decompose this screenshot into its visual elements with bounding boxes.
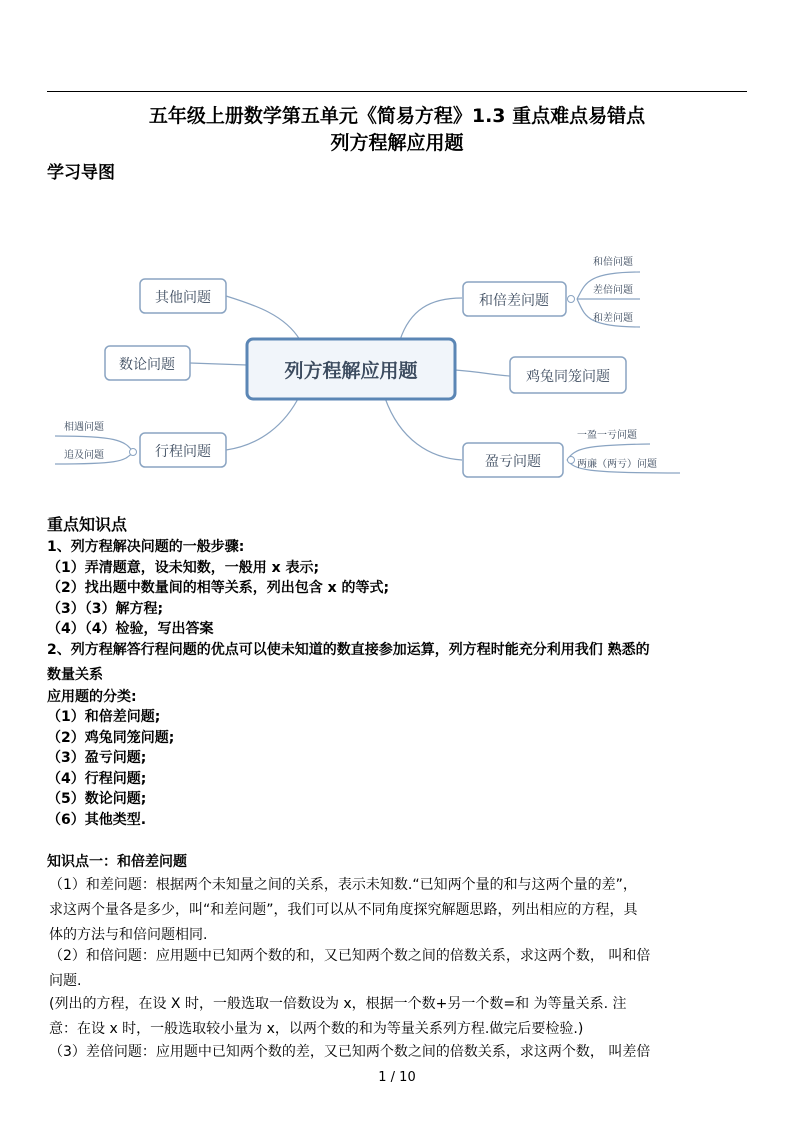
classification-heading: 应用题的分类: — [47, 689, 137, 705]
leaf-meet: 相遇问题 — [64, 422, 104, 433]
classification-item: （6）其他类型. — [47, 812, 147, 828]
section1-paragraph: (列出的方程，在设 X 时，一般选取一倍数设为 x，根据一个数+另一个数=和 为等量关系. 注 — [49, 996, 627, 1012]
branch-label-chicken: 鸡兔同笼问题 — [526, 369, 610, 385]
leaf-diff-multiple: 差倍问题 — [593, 285, 633, 296]
knowledge-line: 数量关系 — [47, 667, 103, 683]
classification-item: （3）盈亏问题; — [47, 750, 147, 766]
branch-node-other — [140, 279, 226, 313]
leaf-two-surplus: 两亷（两亏）问题 — [577, 459, 657, 470]
document-subtitle: 列方程解应用题 — [330, 132, 464, 154]
knowledge-line: 1、列方程解决问题的一般步骤: — [47, 539, 245, 555]
collapse-dot-profit — [568, 457, 575, 464]
leaf-sum-multiple: 和倍问题 — [593, 257, 633, 268]
knowledge-line: （4）（4）检验，写出答案 — [47, 621, 214, 637]
leaf-one-surplus: 一盈一亏问题 — [577, 430, 637, 441]
section1-paragraph: 体的方法与和倍问题相同. — [49, 927, 208, 943]
classification-item: （2）鸡兔同笼问题; — [47, 730, 175, 746]
branch-label-travel: 行程问题 — [155, 444, 211, 460]
branch-node-profit — [463, 443, 563, 477]
classification-item: （1）和倍差问题; — [47, 709, 161, 725]
knowledge-line: 2、列方程解答行程问题的优点可以使未知道的数直接参加运算，列方程时能充分利用我们 熟悉的 — [47, 642, 650, 658]
knowledge-heading: 重点知识点 — [47, 515, 128, 534]
collapse-dot-travel — [130, 449, 137, 456]
branch-label-sum-diff: 和倍差问题 — [479, 293, 549, 309]
section1-paragraph: （2）和倍问题：应用题中已知两个数的和，又已知两个数之间的倍数关系，求这两个数， 叫和倍 — [49, 948, 651, 964]
knowledge-line: （2）找出题中数量间的相等关系，列出包含 x 的等式; — [47, 580, 390, 596]
leaf-chase: 追及问题 — [64, 450, 104, 461]
mindmap-center-node — [247, 339, 455, 399]
section1-paragraph: （1）和差问题：根据两个未知量之间的关系，表示未知数.“已知两个量的和与这两个量的差”， — [49, 877, 637, 893]
section1-paragraph: 问题. — [49, 973, 82, 989]
classification-item: （5）数论问题; — [47, 791, 147, 807]
section1-heading: 知识点一：和倍差问题 — [47, 854, 187, 870]
leaf-sum-difference: 和差问题 — [593, 313, 633, 324]
document-title: 五年级上册数学第五单元《简易方程》1.3 重点难点易错点 — [148, 105, 646, 127]
branch-node-number — [105, 346, 190, 380]
page-number: 1 / 10 — [378, 1070, 416, 1085]
knowledge-line: （3）（3）解方程; — [47, 601, 164, 617]
section1-paragraph: 求这两个量各是多少，叫“和差问题”，我们可以从不同角度探究解题思路，列出相应的方程，具 — [49, 902, 638, 918]
mindmap-heading: 学习导图 — [47, 163, 115, 183]
section1-paragraph: （3）差倍问题：应用题中已知两个数的差，又已知两个数之间的倍数关系，求这两个数， 叫差倍 — [49, 1044, 651, 1060]
mindmap-diagram — [0, 240, 794, 490]
branch-label-profit: 盈亏问题 — [485, 454, 541, 470]
branch-node-sum-diff — [463, 282, 566, 316]
section1-paragraph: 意：在设 x 时，一般选取较小量为 x，以两个数的和为等量关系列方程.做完后要检验.) — [49, 1021, 584, 1037]
branch-label-number: 数论问题 — [119, 357, 175, 373]
center-node-label: 列方程解应用题 — [284, 360, 418, 382]
knowledge-line: （1）弄清题意，设未知数，一般用 x 表示; — [47, 560, 320, 576]
branch-node-chicken — [510, 357, 626, 393]
header-rule — [47, 91, 747, 92]
branch-label-other: 其他问题 — [155, 290, 211, 306]
classification-item: （4）行程问题; — [47, 771, 147, 787]
collapse-dot-sum-diff — [568, 296, 575, 303]
branch-node-travel — [140, 433, 226, 467]
